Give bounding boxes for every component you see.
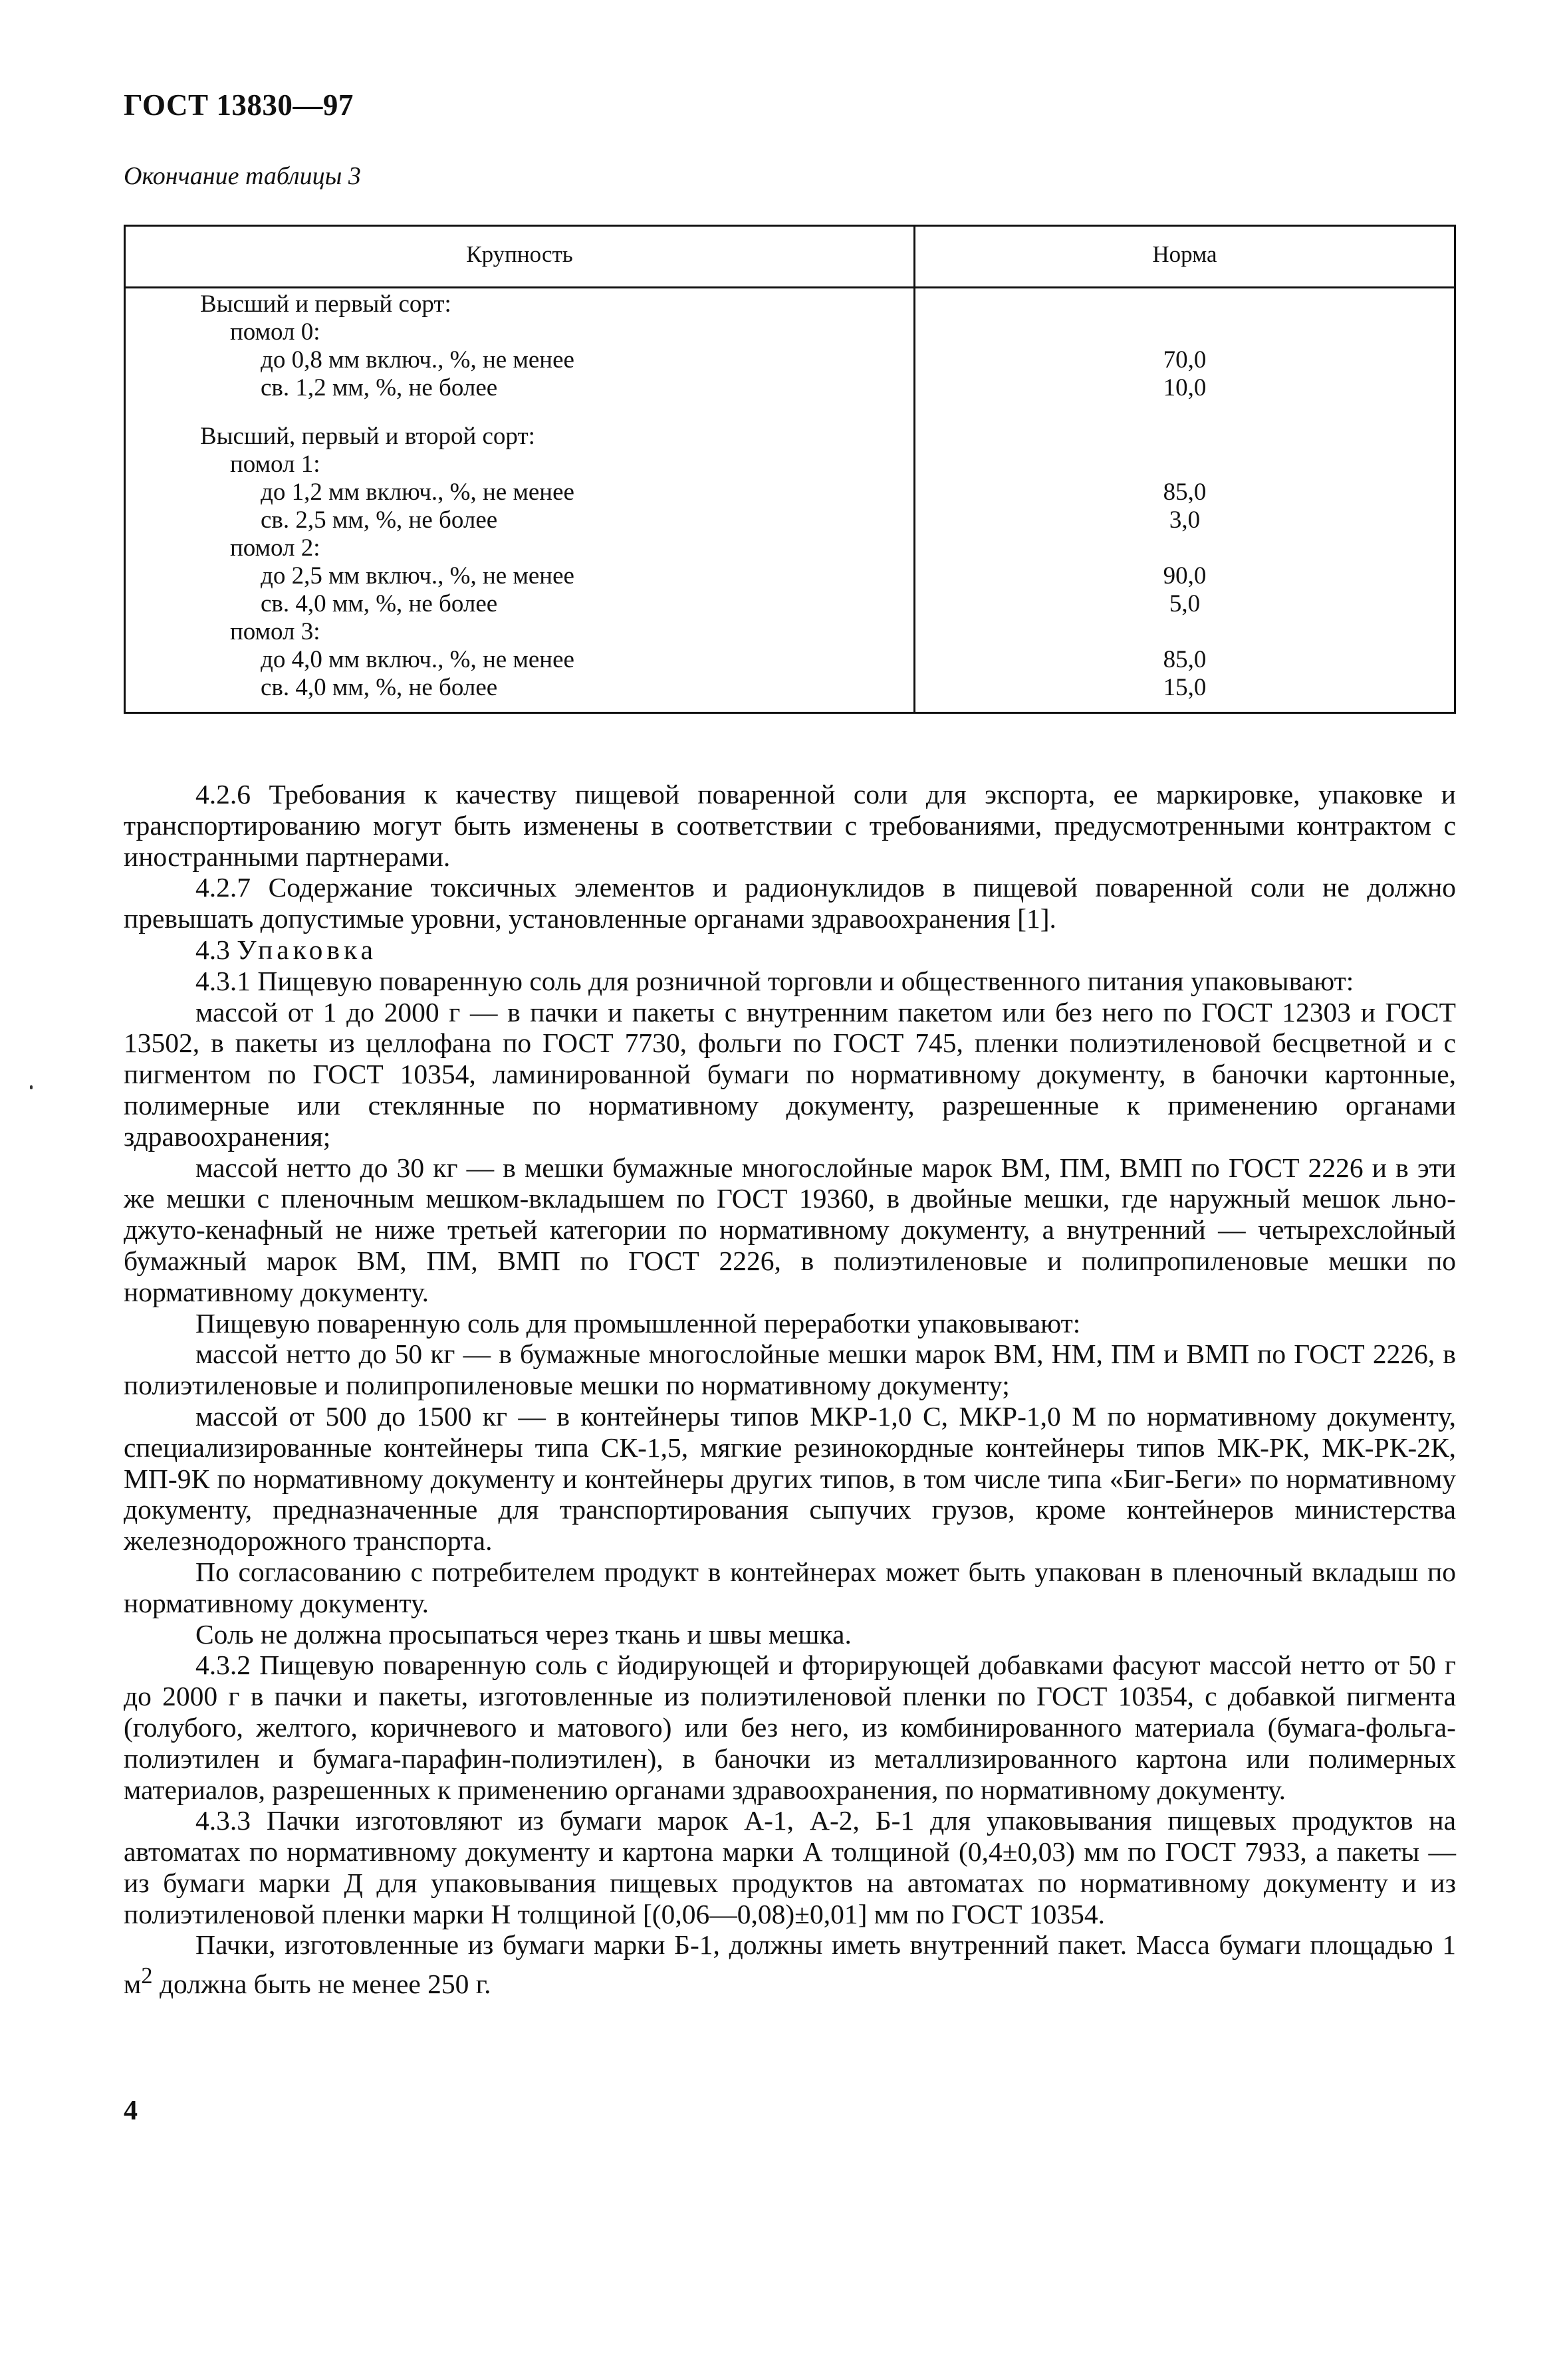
- section-heading-packaging: [124, 934, 1456, 966]
- paragraph: По согласованию с потребителем продукт в контейнерах может быть упакован в пленочный вкладыш по нормативному документу.: [124, 1556, 1456, 1618]
- row-label: помол 2:: [230, 534, 320, 562]
- paragraph: массой от 1 до 2000 г — в пачки и пакеты с внутренним пакетом или без него по ГОСТ 12303 и ГОСТ 13502, в пакеты из целлофана по ГОСТ 7730, фольги по ГОСТ 745, пленки полиэтиленовой бесцветной и с пигментом по ГОСТ 10354, ламинированной бумаги по нормативному документу, в баночки картонные, полимерные или стеклянные по нормативному документу, разрешенные к применению органами здравоохранения;: [124, 996, 1456, 1152]
- section-title: Упаковка: [237, 934, 377, 965]
- row-label: до 4,0 мм включ., %, не менее: [261, 646, 574, 673]
- table-body: [126, 290, 1454, 702]
- row-label: св. 2,5 мм, %, не более: [261, 506, 498, 534]
- paragraph: массой от 500 до 1500 кг — в контейнеры типов МКР-1,0 С, МКР-1,0 М по нормативному документу, специализированные контейнеры типа СК-1,5, мягкие резинокордные контейнеры типов МК-РК, МК-РК-2К, МП-9К по нормативному документу и контейнеры других типов, в том числе типа «Биг-Беги» по нормативному документу, предназначенные для транспортирования сыпучих грузов, кроме контейнеров министерства железнодорожного транспорта.: [124, 1400, 1456, 1557]
- table-row: [126, 618, 1454, 646]
- row-value: 5,0: [1169, 590, 1201, 617]
- row-label: Высший, первый и второй сорт:: [200, 423, 535, 450]
- table-row: [126, 374, 1454, 402]
- page-number: 4: [124, 2096, 138, 2126]
- paragraph-4-3-1: 4.3.1 Пищевую поваренную соль для розничной торговли и общественного питания упаковывают:: [195, 965, 1354, 996]
- section-number: 4.3: [195, 934, 230, 965]
- size-norm-table: [124, 225, 1456, 714]
- row-value: 85,0: [1163, 646, 1207, 673]
- table-row: [126, 290, 1454, 318]
- paragraph: [124, 1929, 1456, 1999]
- row-label: св. 1,2 мм, %, не более: [261, 374, 498, 401]
- column-header-norm: Норма: [1152, 241, 1217, 267]
- row-value: 85,0: [1163, 479, 1207, 506]
- row-label: до 0,8 мм включ., %, не менее: [261, 346, 574, 374]
- table-row: [126, 646, 1454, 674]
- row-label: до 2,5 мм включ., %, не менее: [261, 562, 574, 590]
- row-value: 10,0: [1163, 374, 1207, 401]
- table-row: [126, 562, 1454, 590]
- table-header-row: [126, 227, 1454, 288]
- table-row: [126, 506, 1454, 534]
- row-label: помол 0:: [230, 318, 320, 346]
- table-row: [126, 590, 1454, 618]
- body-text: [124, 779, 1456, 2000]
- row-value: 3,0: [1169, 506, 1201, 534]
- row-value: 70,0: [1163, 346, 1207, 374]
- row-label: помол 1:: [230, 451, 320, 478]
- table-row: [126, 534, 1454, 562]
- row-label: до 1,2 мм включ., %, не менее: [261, 479, 574, 506]
- paragraph-4-3-2: 4.3.2 Пищевую поваренную соль с йодирующей и фторирующей добавками фасуют массой нетто от 50 г до 2000 г в пачки и пакеты, изготовленные из полиэтиленовой пленки по ГОСТ 10354, с добавкой пигмента (голубого, желтого, коричневого и матового) или без него, из комбинированного материала (бумага-фольга-полиэтилен и бумага-парафин-полиэтилен), в баночки из металлизированного картона или полимерных материалов, разрешенных к применению органами здравоохранения, по нормативному документу.: [124, 1650, 1456, 1805]
- paragraph: Пищевую поваренную соль для промышленной переработки упаковывают:: [195, 1307, 1081, 1339]
- table-row: [126, 346, 1454, 374]
- document-header: ГОСТ 13830—97: [124, 88, 354, 122]
- row-value: 90,0: [1163, 562, 1207, 590]
- superscript: 2: [141, 1963, 153, 1989]
- row-label: св. 4,0 мм, %, не более: [261, 590, 498, 617]
- row-label: помол 3:: [230, 618, 320, 645]
- table-row: [126, 318, 1454, 346]
- scan-speck: [30, 1085, 33, 1089]
- table-row: [126, 674, 1454, 702]
- paragraph-4-2-7: 4.2.7 Содержание токсичных элементов и радионуклидов в пищевой поваренной соли не должно превышать допустимые уровни, установленные органами здравоохранения [1].: [124, 872, 1456, 934]
- paragraph: массой нетто до 30 кг — в мешки бумажные многослойные марок ВМ, ПМ, ВМП по ГОСТ 2226 и в эти же мешки с пленочным мешком-вкладышем по ГОСТ 19360, в двойные мешки, где наружный мешок льно-джуто-кенафный не ниже третьей категории по нормативному документу, а внутренний — четырехслойный бумажный марок ВМ, ПМ, ВМП по ГОСТ 2226, в полиэтиленовые и полипропиленовые мешки по нормативному документу.: [124, 1152, 1456, 1307]
- table-row: [126, 451, 1454, 479]
- paragraph: массой нетто до 50 кг — в бумажные многослойные мешки марок ВМ, НМ, ПМ и ВМП по ГОСТ 2226, в полиэтиленовые и полипропиленовые мешки по нормативному документу;: [124, 1339, 1456, 1401]
- paragraph-text: Пачки, изготовленные из бумаги марки Б-1, должны иметь внутренний пакет. Масса бумаги площадью 1 м: [124, 1929, 1456, 2000]
- paragraph-4-2-6: 4.2.6 Требования к качеству пищевой поваренной соли для экспорта, ее маркировке, упаковке и транспортированию могут быть изменены в соответствии с требованиями, предусмотренными контрактом с иностранными партнерами.: [124, 779, 1456, 872]
- table-caption: Окончание таблицы 3: [124, 162, 361, 190]
- row-value: 15,0: [1163, 674, 1207, 701]
- paragraph-text: должна быть не менее 250 г.: [152, 1969, 491, 2000]
- paragraph: Соль не должна просыпаться через ткань и швы мешка.: [195, 1618, 852, 1650]
- row-label: св. 4,0 мм, %, не более: [261, 674, 498, 701]
- column-header-size: Крупность: [466, 241, 573, 267]
- table-row: [126, 479, 1454, 506]
- row-label: Высший и первый сорт:: [200, 290, 451, 318]
- table-row: [126, 423, 1454, 451]
- paragraph-4-3-3: 4.3.3 Пачки изготовляют из бумаги марок А-1, А-2, Б-1 для упаковывания пищевых продуктов на автоматах по нормативному документу и картона марки А толщиной (0,4±0,03) мм по ГОСТ 7933, а пакеты — из бумаги марки Д для упаковывания пищевых продуктов на автоматах по нормативному документу и из полиэтиленовой пленки марки Н толщиной [(0,06—0,08)±0,01] мм по ГОСТ 10354.: [124, 1805, 1456, 1929]
